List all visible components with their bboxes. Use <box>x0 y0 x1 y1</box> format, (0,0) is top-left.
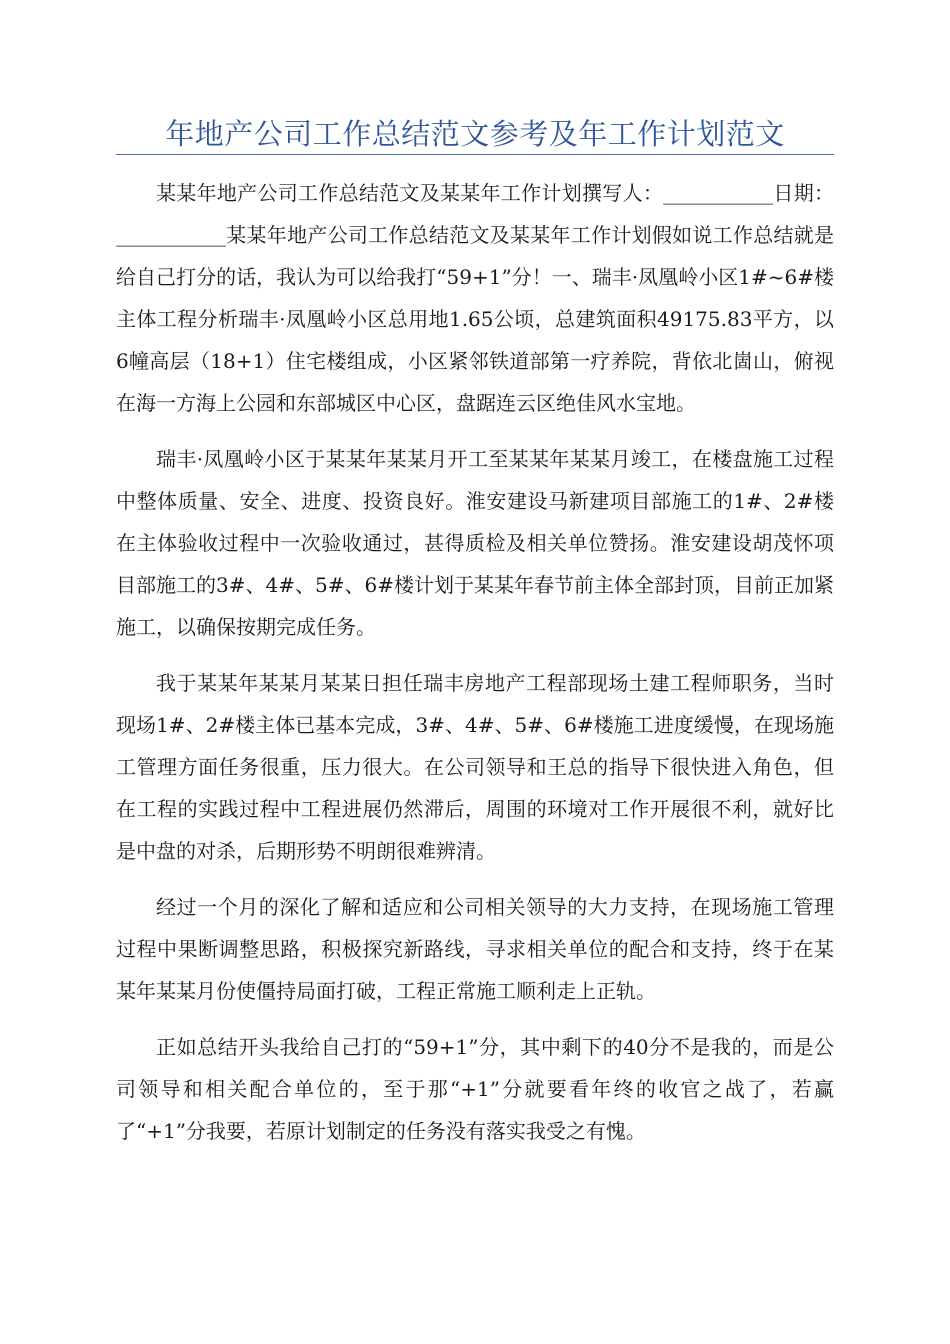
paragraph-2: 瑞丰·凤凰岭小区于某某年某某月开工至某某年某某月竣工，在楼盘施工过程中整体质量、安全、进度、投资良好。淮安建设马新建项目部施工的1#、2#楼在主体验收过程中一次验收通过，甚得质检及相关单位赞扬。淮安建设胡茂怀项目部施工的3#、4#、5#、6#楼计划于某某年春节前主体全部封顶，目前正加紧施工，以确保按期完成任务。 <box>116 447 834 639</box>
paragraph-5: 正如总结开头我给自己打的“59+1”分，其中剩下的40分不是我的，而是公司领导和相关配合单位的，至于那“+1”分就要看年终的收官之战了，若赢了“+1”分我要，若原计划制定的任务没有落实我受之有愧。 <box>116 1035 834 1143</box>
paragraph-1: 某某年地产公司工作总结范文及某某年工作计划撰写人：___________日期：___________某某年地产公司工作总结范文及某某年工作计划假如说工作总结就是给自己打分的话，我认为可以给我打“59+1”分！一、瑞丰·凤凰岭小区1#~6#楼主体工程分析瑞丰·凤凰岭小区总用地1.65公顷，总建筑面积49175.83平方，以6幢高层（18+1）住宅楼组成，小区紧邻铁道部第一疗养院，背依北崮山，俯视在海一方海上公园和东部城区中心区，盘踞连云区绝佳风水宝地。 <box>116 181 834 415</box>
document-body <box>116 172 834 1166</box>
document-title: 年地产公司工作总结范文参考及年工作计划范文 <box>165 117 785 151</box>
paragraph-3: 我于某某年某某月某某日担任瑞丰房地产工程部现场土建工程师职务，当时现场1#、2#楼主体已基本完成，3#、4#、5#、6#楼施工进度缓慢，在现场施工管理方面任务很重，压力很大。在公司领导和王总的指导下很快进入角色，但在工程的实践过程中工程进展仍然滞后，周围的环境对工作开展很不利，就好比是中盘的对杀，后期形势不明朗很难辨清。 <box>116 671 834 863</box>
paragraph-4: 经过一个月的深化了解和适应和公司相关领导的大力支持，在现场施工管理过程中果断调整思路，积极探究新路线，寻求相关单位的配合和支持，终于在某某年某某月份使僵持局面打破，工程正常施工顺利走上正轨。 <box>116 895 834 1003</box>
title-underline <box>116 154 834 155</box>
